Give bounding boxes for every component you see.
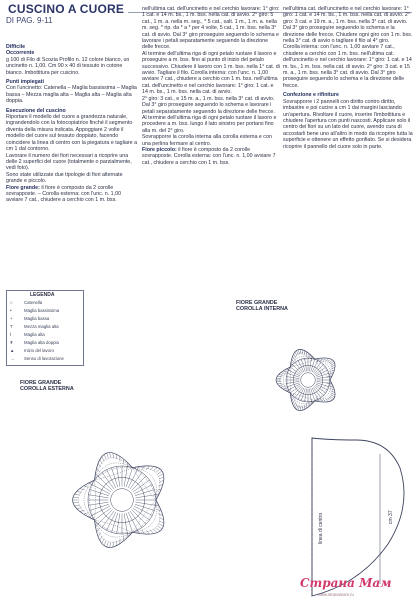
stitch-mark — [302, 405, 303, 410]
stitch-mark — [102, 539, 104, 544]
stitch-mark — [305, 358, 307, 371]
finishing-text: Sovrapporre i 2 pannelli con diritto contro diritto, imbastire e poi cucire a cm 1 dai margini lasciando un'apertura. Rivoltare il cuore, inserire l'imbottitura e chiudere l'apertura con punti nascosti. Applicare solo il centro dei fiori su un lato del cuore, avendo cura di accostarli bene uno all'altro in modo da ricoprire tutta la superficie e ottenere un effetto gonfiato. Se si desidera ricoprire il pannello del cuore solo in parte. — [283, 98, 413, 150]
stitch-mark — [159, 524, 163, 527]
legend-item-label: Maglia alta — [24, 332, 45, 337]
stitches-text: Con l'uncinetto: Catenella – Maglia bassissima – Maglia bassa – Mezza maglia alta – Maglia alta – Maglia alta doppia. — [6, 85, 137, 105]
big-flower-label: Fiore grande: — [6, 184, 40, 191]
legend-item — [10, 340, 59, 345]
stitch-mark — [110, 453, 111, 458]
legend-item — [10, 300, 42, 305]
stitch-mark — [98, 476, 112, 490]
stitch-mark — [146, 530, 149, 534]
stitch-mark — [159, 474, 163, 477]
stitch-mark — [74, 494, 79, 495]
stitch-mark — [293, 399, 296, 403]
stitch-mark — [279, 385, 284, 386]
stitch-mark — [117, 466, 120, 486]
flower-types-text: Sono state utilizzate due tipologie di fiori alternate grande e piccolo. — [6, 171, 123, 185]
legend-symbol-icon: T — [10, 324, 13, 329]
stitches-label: Punti impiegati — [6, 79, 44, 86]
stitch-mark — [132, 510, 146, 524]
stitch-mark — [111, 513, 117, 532]
execution-label: Esecuzione del cuscino — [6, 107, 66, 114]
stitch-mark — [323, 398, 326, 402]
center-line-label: linea di centro — [318, 512, 324, 544]
legend-item — [10, 348, 54, 353]
stitch-mark — [126, 468, 132, 487]
stitch-mark — [300, 349, 301, 354]
stitch-mark — [124, 513, 127, 533]
stitch-mark — [314, 364, 323, 373]
stitch-mark — [111, 468, 117, 487]
stitch-mark — [80, 510, 85, 511]
page-reference: DI PAG. 9-11 — [6, 16, 53, 25]
stitch-mark — [160, 477, 164, 479]
legend-item-label: Maglia bassa — [24, 316, 50, 321]
stitch-mark — [302, 350, 303, 355]
stitch-mark — [98, 510, 112, 524]
stitch-mark — [80, 489, 85, 490]
stitch-mark — [295, 352, 297, 357]
legend-item — [10, 324, 59, 329]
center-ring — [301, 373, 316, 388]
stitch-mark — [74, 505, 79, 506]
col2-paragraph-4: Sovrapporre la corolla interna alla corolla esterna e con una perlina fermare al centro. — [142, 134, 272, 147]
legend-item-label: Senso di lavorazione — [24, 356, 64, 361]
stitch-mark — [102, 456, 104, 461]
legend-item-label: Mezza maglia alta — [24, 324, 59, 329]
stitch-mark — [292, 397, 295, 401]
watermark-logo: Страна Мам — [300, 576, 392, 590]
big-flower-text: il fiore è composto da 2 corolle sovrapposte. – Corolla esterna: con l'unc. n. 1,00 avviare 7 cat., chiudere a cerchio con 1 m. bss. — [6, 184, 121, 204]
legend-symbol-icon: • — [10, 308, 12, 313]
stitch-mark — [287, 373, 300, 377]
stitch-mark — [132, 476, 146, 490]
legend-item — [10, 356, 64, 361]
watermark-tagline: www.stranamam.ru — [318, 592, 354, 597]
small-flower-text: il fiore è composto da 2 corolle sovrapposte. Corolla esterna: con l'unc. n. 1,00 avviare 7 cat., chiudere a cerchio con 1 m. bss. — [142, 146, 276, 166]
finishing-label: Confezione e rifiniture — [283, 92, 339, 99]
col2-paragraph-1: nell'ultima cat. dell'uncinetto e nel cerchio lavorare: 1° giro: 1 cat. e 14 m. bs., 1 m. bss. nella cat. di avvio. 2° giro: 5 cat., 1 m. a. nella m. seg., * 5 cat., salt. 1 m., 1 m. a. nella m. seg. * rip. da * a * per 4 volte, 5 cat., 1 m. bss. nella 3° cat. di avvio. Dal 3° giro proseguire seguendo lo schema e lavorare i petali separatamente seguendo la direzione delle frecce. — [142, 6, 280, 51]
stitch-mark — [305, 389, 307, 402]
col3-paragraph-1: nell'ultima cat. dell'uncinetto e nel cerchio lavorare: 1° giro: 1 cat. e 14 m. bs., 1 m. bss. nella cat. di avvio. 2° giro: 3 cat. e 19 m. a., 1 m. bss. nella 3° cat. di avvio. Dal 3° giro proseguire seguendo lo schema e la direzione delle frecce. Chiudere ogni giro con 1 m. bss. nella 3° cat. di avvio o tagliare il filo al 4° giro. — [283, 6, 413, 45]
stitch-mark — [153, 467, 157, 470]
materials-label: Occorrente — [6, 50, 35, 57]
legend-item-label: Inizio del lavoro — [24, 348, 54, 353]
stitch-mark — [294, 354, 296, 358]
stitch-mark — [320, 398, 323, 402]
page-title: CUSCINO A CUORE — [4, 2, 128, 16]
stitch-mark — [292, 359, 295, 363]
stitch-mark — [100, 459, 102, 463]
stitch-mark — [311, 388, 315, 401]
stitch-mark — [150, 530, 153, 534]
stitch-mark — [135, 502, 155, 505]
stitch-mark — [90, 489, 109, 495]
legend-item — [10, 308, 59, 313]
legend-item-label: Maglia alta doppia — [24, 340, 59, 345]
stitch-mark — [287, 383, 300, 387]
stitch-mark — [88, 495, 108, 498]
stitch-mark — [110, 543, 111, 548]
stitch-mark — [153, 529, 157, 532]
stitch-mark — [156, 469, 160, 472]
stitch-mark — [90, 504, 109, 510]
stitch-mark — [158, 526, 162, 529]
legend-item-label: Maglia bassissima — [24, 308, 60, 313]
legend-item-label: Catenella — [24, 300, 43, 305]
stitch-mark — [323, 358, 326, 362]
instructions-column-2 — [142, 6, 280, 166]
legend-symbol-icon: ○ — [10, 300, 13, 305]
stitch-mark — [277, 376, 282, 377]
stitch-mark — [301, 388, 305, 401]
stitch-mark — [84, 486, 89, 488]
legend-symbol-icon: ₮ — [10, 340, 13, 345]
center-ring — [111, 489, 134, 512]
col2-paragraph-2: Al termine dell'ultima riga di ogni petalo ruotare il lavoro e proseguire a m. bss. fino al punto di inizio del petalo successivo. Chiudere il lavoro con 1 m. bss. nella 1° cat. di avvio. Tagliare il filo. Corolla interna: con l'unc. n. 1,00 avviare 7 cat., chiudere a cerchio con 1 m. bss. nell'ultima cat. dell'uncinetto e nel cerchio lavorare: 1° giro: 1 cat. e 14 m. bs., 1 m. bss. nella cat. di avvio. — [142, 50, 280, 96]
stitch-mark — [160, 521, 164, 523]
stitch-mark — [150, 466, 153, 470]
stitch-mark — [107, 542, 109, 547]
legend-symbol-icon: ▲ — [10, 348, 15, 353]
stitch-mark — [84, 513, 89, 515]
legend-symbol-icon: → — [10, 356, 15, 361]
stitch-mark — [104, 541, 106, 546]
stitch-mark — [286, 381, 299, 383]
stitch-mark — [107, 453, 109, 458]
stitch-mark — [124, 466, 127, 486]
stitch-mark — [146, 466, 149, 470]
work-text: Lavorare il numero dei fiori necessari a ricoprire una delle 2 superfici del cuore (totalmente o parzialmente, vedi foto). — [6, 152, 132, 172]
stitch-mark — [277, 383, 282, 384]
difficulty-label: Difficile — [6, 44, 26, 50]
materials-text: g 100 di Filo di Scozia Profilo n. 12 colore bianco, un uncinetto n. 1,00. Cm 90 x 40 di tessuto in cotone bianco. Imbottitura per cuscino. — [6, 56, 130, 76]
stitch-mark — [293, 356, 296, 360]
small-flower-label: Fiore piccolo: — [142, 146, 177, 153]
measure-label: cm 37 — [388, 510, 394, 524]
stitch-mark — [156, 528, 160, 531]
stitch-mark — [104, 454, 106, 459]
stitch-mark — [142, 466, 145, 470]
stitch-mark — [300, 406, 301, 411]
execution-text: Riportare il modello del cuore a grandezza naturale, ingrandendolo con la fotocopiatrice finché il segmento diventa della misura indicata. Appoggiare 2 volte il modello del cuore sul tessuto doppiato, facendo coincidere la linea di centro con la piegatura e tagliare a cm 1 dal contorno. — [6, 114, 138, 153]
stitch-mark — [113, 453, 114, 458]
stitch-mark — [117, 513, 120, 533]
big-flower-diagram-label: FIORE GRANDE COROLLA ESTERNA — [20, 380, 74, 393]
stitch-mark — [116, 454, 117, 459]
stitch-mark — [331, 393, 335, 395]
stitch-mark — [311, 359, 315, 372]
legend-item — [10, 316, 49, 321]
legend-title: LEGENDA — [30, 292, 55, 298]
stitch-mark — [316, 373, 329, 377]
stitch-mark — [320, 358, 323, 362]
stitch-mark — [126, 513, 132, 532]
legend-symbol-icon: ł — [10, 332, 11, 337]
stitch-mark — [113, 542, 114, 547]
stitch-mark — [142, 530, 145, 534]
stitch-mark — [281, 373, 286, 374]
instructions-column-1 — [6, 44, 138, 204]
inner-corolla-diagram — [244, 316, 394, 446]
instructions-column-3 — [283, 6, 415, 150]
stitch-mark — [100, 536, 102, 540]
stitch-mark — [88, 502, 108, 505]
outer-corolla-diagram — [10, 392, 248, 602]
stitch-mark — [135, 495, 155, 498]
col3-paragraph-2: Corolla interna: con l'unc. n. 1,00 avviare 7 cat., chiudere a cerchio con 1 m. bss. nell'ultima cat. dell'uncinetto e nel cerchio lavorare: 1° giro: 1 cat. e 14 m. bs., 1 m. bss. nella cat. di avvio. 2° giro: 3 cat. e 15 m. a., 1 m. bss. nella 3° cat. di avvio. Dal 3° giro proseguire seguendo lo schema e la direzione delle frecce. — [283, 44, 412, 89]
inner-corolla-diagram-label: FIORE GRANDE COROLLA INTERNA — [236, 300, 288, 313]
stitch-mark — [286, 377, 299, 379]
stitch-mark — [301, 359, 305, 372]
col2-paragraph-3: 2° giro: 3 cat., e 15 m. a., 1 m. bss. nella 3° cat. di avvio. Dal 3° giro proseguire seguendo lo schema e lavorare i petali separatamente seguendo la direzione delle frecce. Al termine dell'ultima riga di ogni petalo ruotare il lavoro e procedere a m. bss. lungo il lato sinistro per portarsi fino alla m. del 2° giro. — [142, 95, 277, 134]
stitch-mark — [331, 365, 335, 367]
legend-symbol-icon: + — [10, 316, 13, 321]
legend-item — [10, 332, 45, 337]
stitch-mark — [158, 471, 162, 474]
